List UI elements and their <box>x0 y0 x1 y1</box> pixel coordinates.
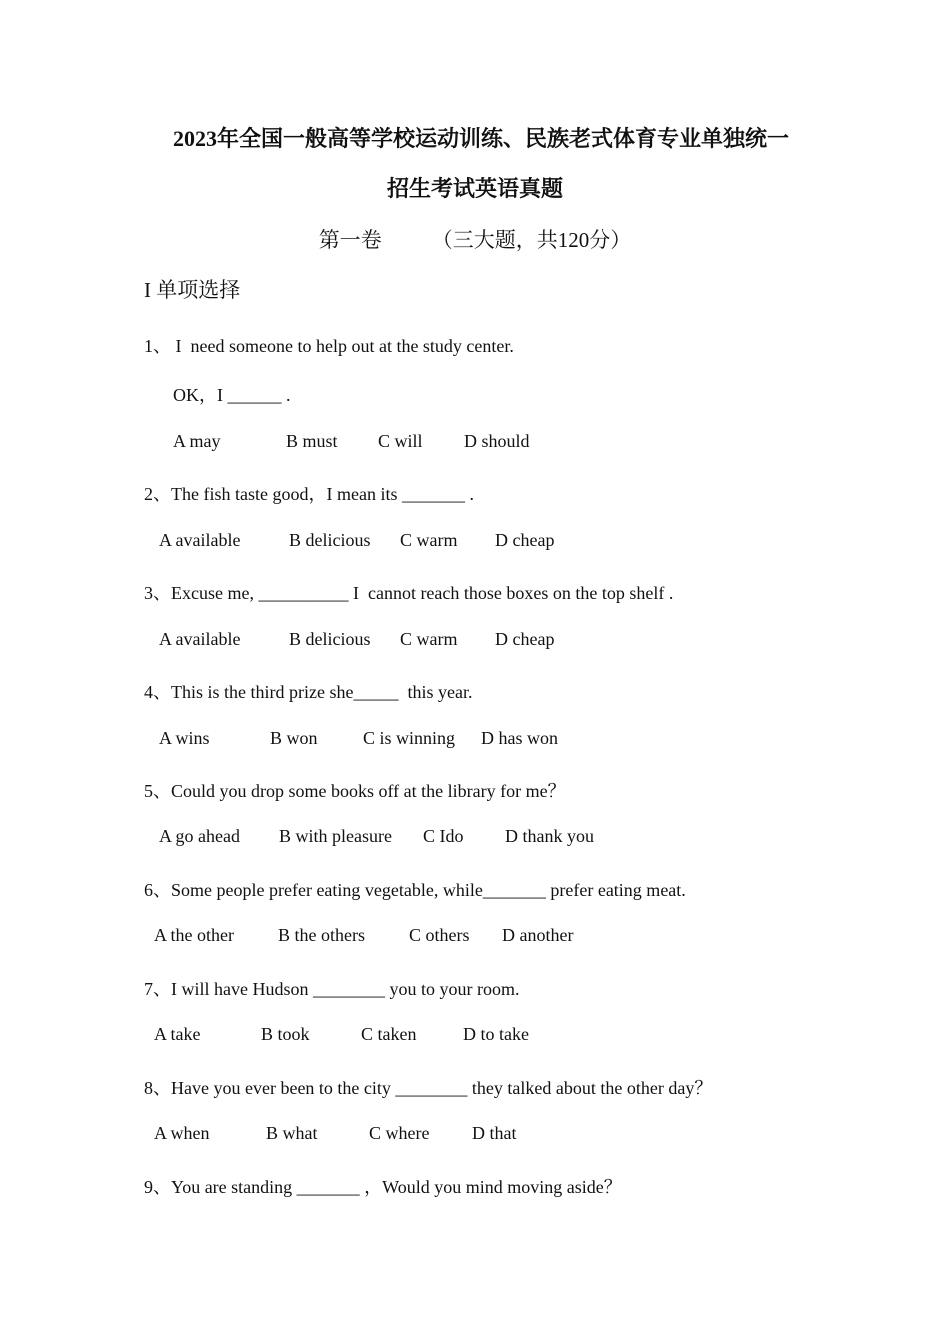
document-title-line2: 招生考试英语真题 <box>386 176 563 201</box>
paper-part: 第一卷 <box>318 228 382 252</box>
option-c: C will <box>378 431 423 451</box>
option-c: C Ido <box>423 826 464 846</box>
option-d: D has won <box>481 728 558 748</box>
option-d: D should <box>464 431 530 451</box>
option-d: D cheap <box>495 530 555 550</box>
question-stem: 7、I will have Hudson ________ you to your room. <box>144 979 520 999</box>
option-c: C is winning <box>363 728 456 748</box>
option-c: C others <box>409 925 470 945</box>
option-a: A the other <box>154 925 234 945</box>
option-b: B with pleasure <box>279 826 392 846</box>
option-c: C where <box>369 1123 430 1143</box>
paper-subtitle <box>0 224 950 254</box>
option-b: B took <box>261 1024 310 1044</box>
section-title: I 单项选择 <box>144 278 241 302</box>
option-a: A go ahead <box>159 826 240 846</box>
option-a: A wins <box>159 728 210 748</box>
option-c: C warm <box>400 629 458 649</box>
question-stem: 3、Excuse me, __________ I cannot reach those boxes on the top shelf . <box>144 583 674 603</box>
question-stem: 1、 I need someone to help out at the study center. <box>144 336 514 356</box>
option-d: D another <box>502 925 574 945</box>
option-c: C warm <box>400 530 458 550</box>
option-d: D that <box>472 1123 517 1143</box>
option-c: C taken <box>361 1024 417 1044</box>
option-a: A when <box>154 1123 210 1143</box>
option-b: B the others <box>278 925 365 945</box>
option-b: B won <box>270 728 318 748</box>
option-d: D thank you <box>505 826 594 846</box>
option-d: D cheap <box>495 629 555 649</box>
question-stem: 4、This is the third prize she_____ this year. <box>144 682 473 702</box>
option-d: D to take <box>463 1024 529 1044</box>
option-b: B delicious <box>289 629 371 649</box>
paper-info: （三大题，共120分） <box>431 228 632 252</box>
option-a: A may <box>173 431 221 451</box>
question-stem: 6、Some people prefer eating vegetable, while_______ prefer eating meat. <box>144 880 686 900</box>
question-stem: 8、Have you ever been to the city ________ they talked about the other day？ <box>144 1078 713 1098</box>
option-b: B what <box>266 1123 318 1143</box>
option-a: A available <box>159 530 241 550</box>
question-stem: 5、Could you drop some books off at the library for me？ <box>144 781 566 801</box>
document-title-line1: 2023年全国一般高等学校运动训练、民族老式体育专业单独统一 <box>172 126 789 151</box>
question-dialogue: OK，I ______ . <box>173 385 291 405</box>
question-stem: 2、The fish taste good，I mean its _______ . <box>144 484 474 504</box>
option-a: A available <box>159 629 241 649</box>
option-a: A take <box>154 1024 201 1044</box>
question-stem: 9、You are standing _______ ，Would you mind moving aside？ <box>144 1177 622 1197</box>
option-b: B delicious <box>289 530 371 550</box>
option-b: B must <box>286 431 338 451</box>
